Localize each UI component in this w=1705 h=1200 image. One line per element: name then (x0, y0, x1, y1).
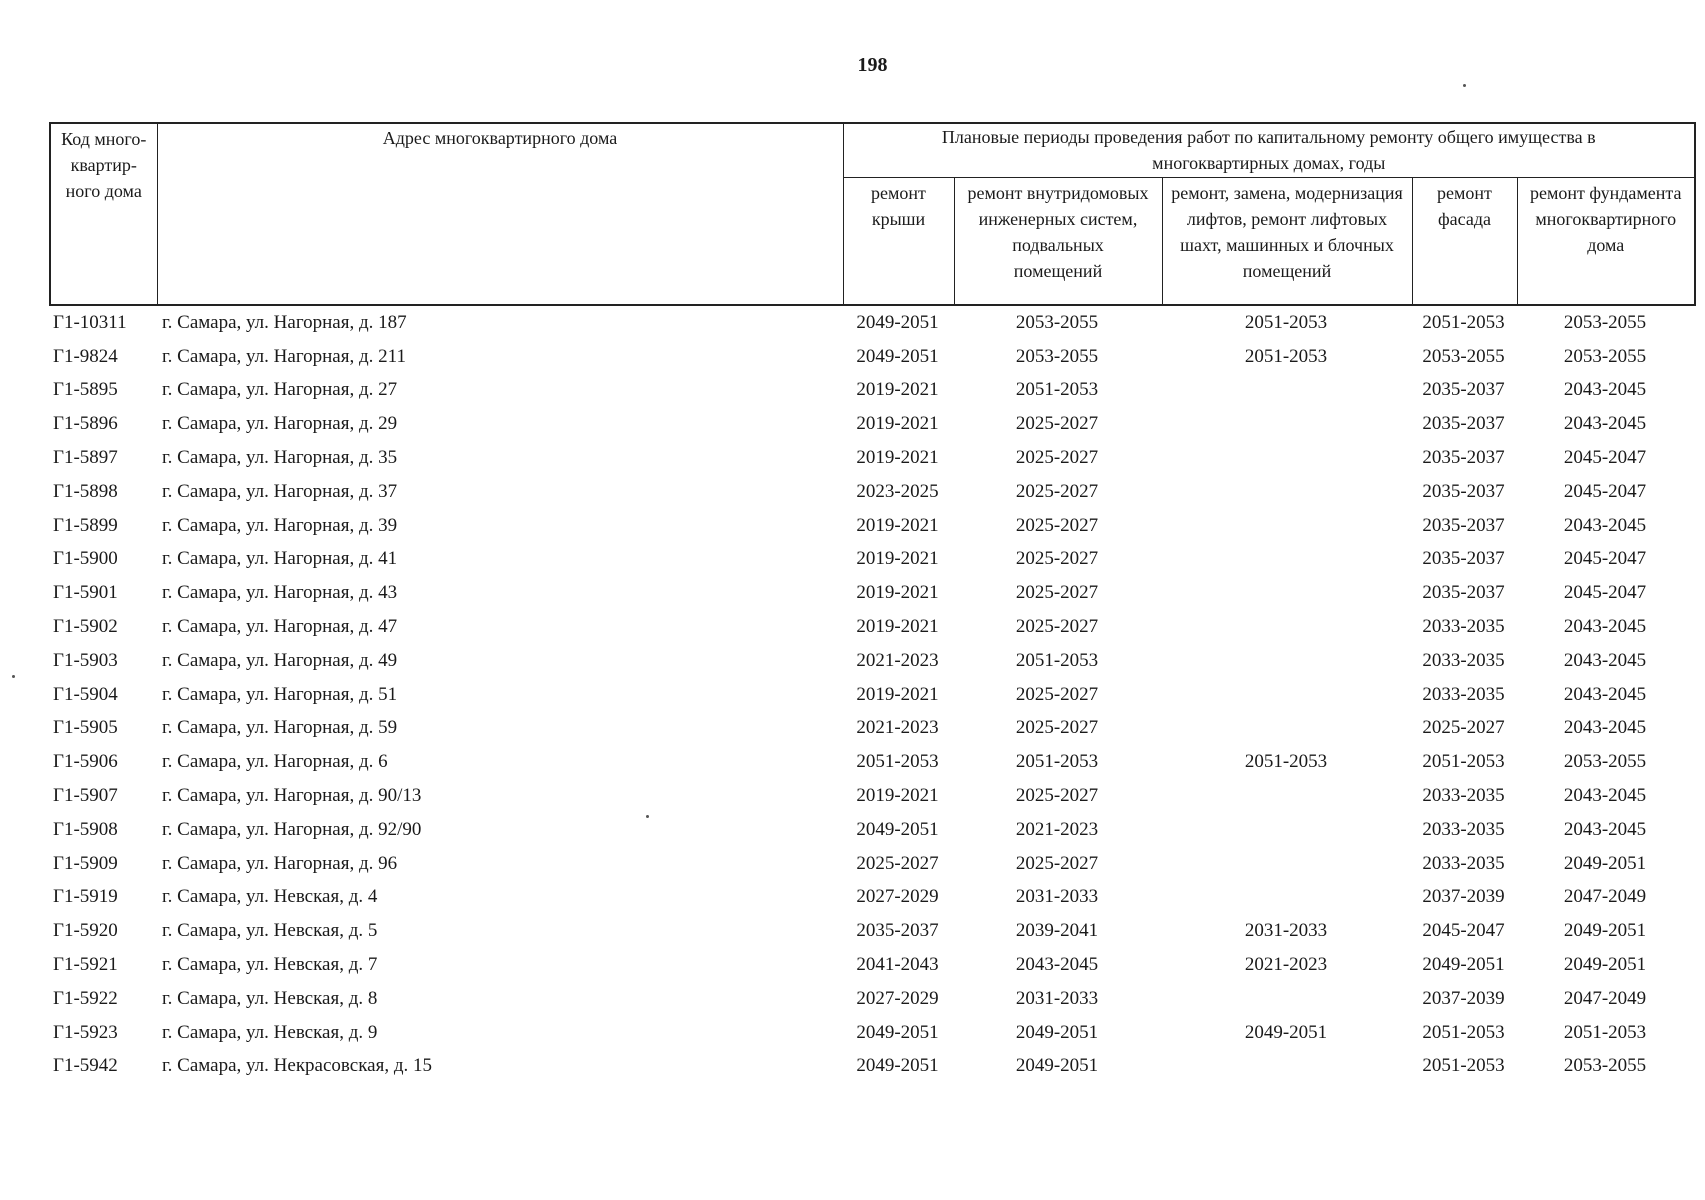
cell-facade: 2051-2053 (1422, 311, 1505, 333)
table-row (49, 982, 1694, 1016)
cell-facade: 2033-2035 (1422, 852, 1505, 874)
cell-code: Г1-5909 (53, 852, 118, 874)
cell-lifts (1161, 881, 1411, 915)
table-body (49, 306, 1694, 1083)
cell-foundation: 2043-2045 (1563, 785, 1647, 807)
cell-facade: 2035-2037 (1422, 514, 1505, 536)
cell-address: г. Самара, ул. Некрасовская, д. 15 (162, 1055, 432, 1077)
cell-lifts (1161, 847, 1411, 881)
cell-address: г. Самара, ул. Нагорная, д. 96 (162, 852, 398, 874)
cell-lifts: 2051-2053 (1244, 751, 1328, 773)
cell-foundation: 2053-2055 (1563, 311, 1647, 333)
table-row (49, 813, 1694, 847)
cell-address: г. Самара, ул. Нагорная, д. 43 (162, 582, 398, 604)
cell-systems: 2053-2055 (1015, 345, 1099, 367)
cell-roof: 2049-2051 (856, 1021, 939, 1043)
cell-systems: 2051-2053 (1015, 751, 1099, 773)
cell-roof: 2041-2043 (856, 954, 939, 976)
cell-facade: 2025-2027 (1422, 717, 1505, 739)
cell-roof: 2049-2051 (856, 1055, 939, 1077)
cell-foundation: 2043-2045 (1563, 616, 1647, 638)
cell-roof: 2019-2021 (856, 514, 939, 536)
table-row (49, 745, 1694, 779)
table-row (49, 914, 1694, 948)
cell-address: г. Самара, ул. Нагорная, д. 187 (162, 311, 407, 333)
cell-foundation: 2045-2047 (1563, 548, 1647, 570)
table-row (49, 678, 1694, 712)
cell-address: г. Самара, ул. Нагорная, д. 51 (162, 683, 398, 705)
cell-systems: 2021-2023 (1015, 818, 1099, 840)
header-code: Код много-квартир-ного дома (50, 123, 157, 305)
cell-roof: 2021-2023 (856, 649, 939, 671)
cell-systems: 2025-2027 (1015, 683, 1099, 705)
cell-code: Г1-5922 (53, 987, 118, 1009)
cell-roof: 2019-2021 (856, 413, 939, 435)
cell-code: Г1-5907 (53, 785, 118, 807)
header-lifts: ремонт, замена, модернизация лифтов, ремонт лифтовых шахт, машинных и блочных помещений (1162, 177, 1412, 305)
table-row (49, 1050, 1694, 1084)
cell-facade: 2035-2037 (1422, 548, 1505, 570)
header-roof: ремонт крыши (843, 177, 954, 305)
cell-address: г. Самара, ул. Нагорная, д. 92/90 (162, 818, 422, 840)
cell-address: г. Самара, ул. Невская, д. 5 (162, 920, 378, 942)
cell-facade: 2033-2035 (1422, 649, 1505, 671)
cell-systems: 2031-2033 (1015, 886, 1099, 908)
cell-foundation: 2043-2045 (1563, 413, 1647, 435)
cell-code: Г1-5942 (53, 1055, 118, 1077)
table-row (49, 779, 1694, 813)
cell-address: г. Самара, ул. Нагорная, д. 59 (162, 717, 398, 739)
cell-lifts (1161, 1050, 1411, 1084)
cell-lifts (1161, 407, 1411, 441)
cell-address: г. Самара, ул. Нагорная, д. 37 (162, 480, 398, 502)
cell-code: Г1-5900 (53, 548, 118, 570)
cell-facade: 2037-2039 (1422, 987, 1505, 1009)
cell-code: Г1-5919 (53, 886, 118, 908)
cell-facade: 2045-2047 (1422, 920, 1505, 942)
cell-facade: 2033-2035 (1422, 616, 1505, 638)
cell-systems: 2025-2027 (1015, 447, 1099, 469)
cell-lifts (1161, 982, 1411, 1016)
cell-code: Г1-10311 (53, 311, 127, 333)
cell-lifts: 2021-2023 (1244, 954, 1328, 976)
cell-roof: 2049-2051 (856, 818, 939, 840)
cell-code: Г1-5901 (53, 582, 118, 604)
cell-systems: 2043-2045 (1015, 954, 1099, 976)
cell-code: Г1-5920 (53, 920, 118, 942)
cell-roof: 2019-2021 (856, 683, 939, 705)
cell-foundation: 2043-2045 (1563, 683, 1647, 705)
cell-systems: 2039-2041 (1015, 920, 1099, 942)
cell-facade: 2033-2035 (1422, 818, 1505, 840)
cell-address: г. Самара, ул. Невская, д. 9 (162, 1021, 378, 1043)
cell-systems: 2051-2053 (1015, 379, 1099, 401)
cell-lifts (1161, 509, 1411, 543)
table-row (49, 509, 1694, 543)
header-systems: ремонт внутридомовых инженерных систем, подвальных помещений (954, 177, 1162, 305)
cell-systems: 2025-2027 (1015, 616, 1099, 638)
table-row (49, 948, 1694, 982)
cell-roof: 2019-2021 (856, 785, 939, 807)
table-row (49, 407, 1694, 441)
cell-facade: 2035-2037 (1422, 413, 1505, 435)
cell-code: Г1-5903 (53, 649, 118, 671)
cell-lifts (1161, 712, 1411, 746)
cell-facade: 2035-2037 (1422, 379, 1505, 401)
cell-lifts (1161, 678, 1411, 712)
cell-facade: 2051-2053 (1422, 1021, 1505, 1043)
cell-code: Г1-9824 (53, 345, 118, 367)
cell-systems: 2025-2027 (1015, 717, 1099, 739)
cell-facade: 2035-2037 (1422, 480, 1505, 502)
cell-address: г. Самара, ул. Нагорная, д. 49 (162, 649, 398, 671)
cell-lifts (1161, 441, 1411, 475)
cell-address: г. Самара, ул. Нагорная, д. 6 (162, 751, 388, 773)
cell-address: г. Самара, ул. Нагорная, д. 47 (162, 616, 398, 638)
scan-speck (1463, 84, 1466, 87)
cell-roof: 2049-2051 (856, 311, 939, 333)
table-row (49, 441, 1694, 475)
cell-foundation: 2053-2055 (1563, 1055, 1647, 1077)
cell-lifts: 2051-2053 (1244, 345, 1328, 367)
cell-facade: 2053-2055 (1422, 345, 1505, 367)
cell-foundation: 2045-2047 (1563, 582, 1647, 604)
cell-address: г. Самара, ул. Невская, д. 7 (162, 954, 378, 976)
cell-foundation: 2043-2045 (1563, 379, 1647, 401)
table-row (49, 374, 1694, 408)
cell-code: Г1-5896 (53, 413, 118, 435)
cell-facade: 2049-2051 (1422, 954, 1505, 976)
cell-lifts (1161, 543, 1411, 577)
cell-lifts (1161, 813, 1411, 847)
cell-foundation: 2053-2055 (1563, 751, 1647, 773)
cell-systems: 2031-2033 (1015, 987, 1099, 1009)
header-address: Адрес многоквартирного дома (157, 123, 843, 305)
cell-systems: 2049-2051 (1015, 1021, 1099, 1043)
header-facade: ремонт фасада (1412, 177, 1517, 305)
page-number: 198 (857, 54, 888, 76)
cell-roof: 2051-2053 (856, 751, 939, 773)
cell-foundation: 2043-2045 (1563, 717, 1647, 739)
cell-address: г. Самара, ул. Нагорная, д. 90/13 (162, 785, 422, 807)
cell-roof: 2021-2023 (856, 717, 939, 739)
cell-address: г. Самара, ул. Нагорная, д. 39 (162, 514, 398, 536)
document-sheet (49, 122, 1694, 1083)
cell-roof: 2019-2021 (856, 582, 939, 604)
cell-address: г. Самара, ул. Нагорная, д. 27 (162, 379, 398, 401)
table-row (49, 475, 1694, 509)
cell-foundation: 2051-2053 (1563, 1021, 1647, 1043)
cell-roof: 2049-2051 (856, 345, 939, 367)
cell-systems: 2025-2027 (1015, 582, 1099, 604)
cell-code: Г1-5923 (53, 1021, 118, 1043)
cell-address: г. Самара, ул. Невская, д. 4 (162, 886, 378, 908)
table-row (49, 644, 1694, 678)
cell-foundation: 2047-2049 (1563, 987, 1647, 1009)
cell-systems: 2025-2027 (1015, 514, 1099, 536)
cell-lifts (1161, 475, 1411, 509)
cell-systems: 2025-2027 (1015, 548, 1099, 570)
cell-roof: 2019-2021 (856, 447, 939, 469)
cell-foundation: 2045-2047 (1563, 447, 1647, 469)
cell-foundation: 2045-2047 (1563, 480, 1647, 502)
cell-facade: 2037-2039 (1422, 886, 1505, 908)
table-row (49, 847, 1694, 881)
cell-lifts (1161, 374, 1411, 408)
cell-roof: 2019-2021 (856, 616, 939, 638)
cell-lifts: 2051-2053 (1244, 311, 1328, 333)
table-row (49, 881, 1694, 915)
cell-foundation: 2049-2051 (1563, 852, 1647, 874)
cell-facade: 2051-2053 (1422, 1055, 1505, 1077)
cell-code: Г1-5908 (53, 818, 118, 840)
cell-lifts (1161, 610, 1411, 644)
cell-foundation: 2043-2045 (1563, 649, 1647, 671)
table-row (49, 306, 1694, 340)
cell-foundation: 2049-2051 (1563, 920, 1647, 942)
cell-address: г. Самара, ул. Нагорная, д. 35 (162, 447, 398, 469)
cell-facade: 2033-2035 (1422, 785, 1505, 807)
cell-roof: 2023-2025 (856, 480, 939, 502)
cell-code: Г1-5921 (53, 954, 118, 976)
table-row (49, 543, 1694, 577)
cell-code: Г1-5904 (53, 683, 118, 705)
cell-systems: 2025-2027 (1015, 413, 1099, 435)
cell-lifts (1161, 779, 1411, 813)
header-foundation: ремонт фундамента многоквартирного дома (1517, 177, 1695, 305)
cell-foundation: 2053-2055 (1563, 345, 1647, 367)
cell-code: Г1-5897 (53, 447, 118, 469)
cell-roof: 2025-2027 (856, 852, 939, 874)
table-row (49, 610, 1694, 644)
cell-systems: 2025-2027 (1015, 480, 1099, 502)
cell-lifts (1161, 644, 1411, 678)
cell-systems: 2051-2053 (1015, 649, 1099, 671)
cell-systems: 2025-2027 (1015, 852, 1099, 874)
cell-code: Г1-5899 (53, 514, 118, 536)
cell-roof: 2027-2029 (856, 987, 939, 1009)
table-row (49, 712, 1694, 746)
cell-systems: 2053-2055 (1015, 311, 1099, 333)
scan-speck (12, 675, 15, 678)
cell-code: Г1-5906 (53, 751, 118, 773)
cell-roof: 2019-2021 (856, 379, 939, 401)
header-periods: Плановые периоды проведения работ по капитальному ремонту общего имущества в многоквартирных домах, годы (843, 123, 1695, 177)
table-row (49, 1016, 1694, 1050)
cell-facade: 2035-2037 (1422, 447, 1505, 469)
cell-roof: 2019-2021 (856, 548, 939, 570)
cell-foundation: 2049-2051 (1563, 954, 1647, 976)
cell-roof: 2027-2029 (856, 886, 939, 908)
cell-facade: 2051-2053 (1422, 751, 1505, 773)
table-row (49, 340, 1694, 374)
cell-facade: 2033-2035 (1422, 683, 1505, 705)
table-header (49, 122, 1696, 306)
cell-code: Г1-5902 (53, 616, 118, 638)
cell-systems: 2025-2027 (1015, 785, 1099, 807)
cell-systems: 2049-2051 (1015, 1055, 1099, 1077)
cell-lifts (1161, 576, 1411, 610)
cell-address: г. Самара, ул. Нагорная, д. 41 (162, 548, 398, 570)
cell-code: Г1-5895 (53, 379, 118, 401)
cell-foundation: 2043-2045 (1563, 514, 1647, 536)
scan-speck (646, 815, 649, 818)
cell-code: Г1-5905 (53, 717, 118, 739)
cell-roof: 2035-2037 (856, 920, 939, 942)
table-row (49, 576, 1694, 610)
cell-address: г. Самара, ул. Нагорная, д. 29 (162, 413, 398, 435)
cell-lifts: 2031-2033 (1244, 920, 1328, 942)
cell-code: Г1-5898 (53, 480, 118, 502)
cell-foundation: 2043-2045 (1563, 818, 1647, 840)
cell-foundation: 2047-2049 (1563, 886, 1647, 908)
cell-address: г. Самара, ул. Нагорная, д. 211 (162, 345, 406, 367)
cell-facade: 2035-2037 (1422, 582, 1505, 604)
cell-lifts: 2049-2051 (1244, 1021, 1328, 1043)
cell-address: г. Самара, ул. Невская, д. 8 (162, 987, 378, 1009)
